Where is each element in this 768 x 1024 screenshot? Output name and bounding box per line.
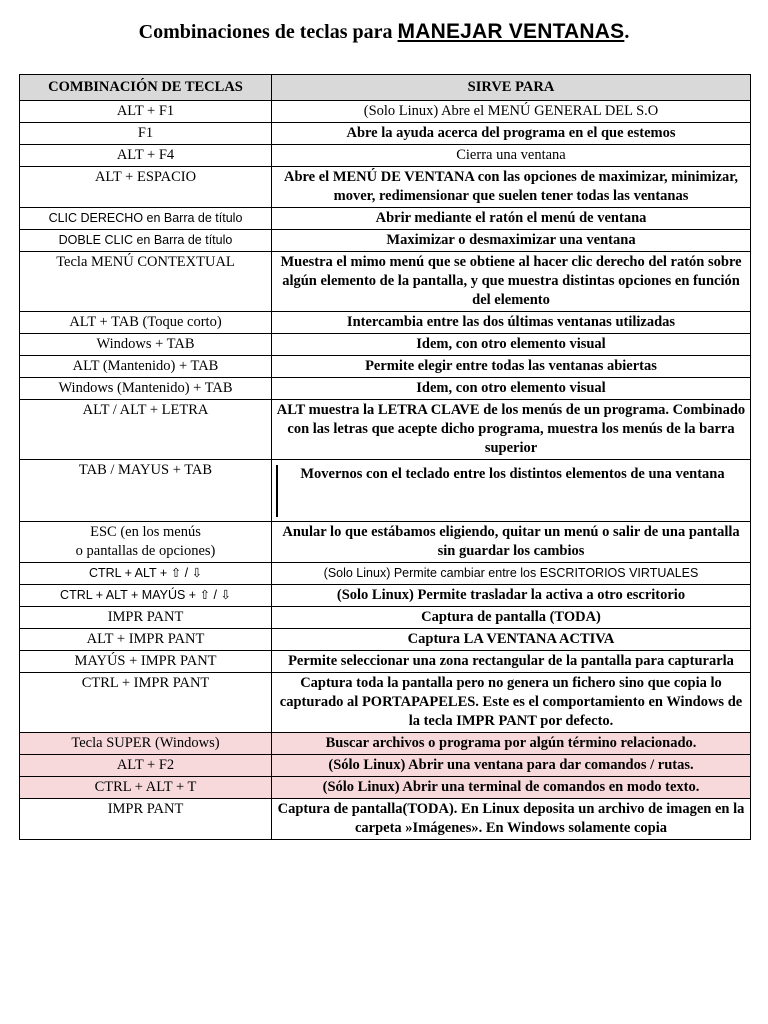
- row-desc: Abre el MENÚ DE VENTANA con las opciones de maximizar, minimizar, mover, redimensionar que suelen tener todas las ventanas: [272, 167, 751, 208]
- row-keys: ALT / ALT + LETRA: [20, 400, 272, 460]
- table-header-row: [20, 75, 751, 101]
- table-row: [20, 378, 751, 400]
- table-row: [20, 208, 751, 230]
- row-desc: Maximizar o desmaximizar una ventana: [272, 230, 751, 252]
- table-row: [20, 651, 751, 673]
- row-keys: ALT (Mantenido) + TAB: [20, 356, 272, 378]
- table-row-highlight: [20, 733, 751, 755]
- table-row: [20, 400, 751, 460]
- table-row: [20, 585, 751, 607]
- table-row-highlight: [20, 755, 751, 777]
- table-row: [20, 522, 751, 563]
- row-keys: ALT + F4: [20, 145, 272, 167]
- table-row: [20, 123, 751, 145]
- row-desc: Captura de pantalla(TODA). En Linux deposita un archivo de imagen en la carpeta »Imágenes». En Windows solamente copia: [272, 799, 751, 840]
- row-keys: CTRL + IMPR PANT: [20, 673, 272, 733]
- table-row-highlight: [20, 777, 751, 799]
- table-row: [20, 334, 751, 356]
- row-desc: Idem, con otro elemento visual: [272, 334, 751, 356]
- row-keys: CTRL + ALT + ⇧ / ⇩: [20, 563, 272, 585]
- cursor-bar: [276, 465, 278, 517]
- shortcuts-table: [19, 74, 751, 840]
- title-suffix: .: [624, 21, 630, 43]
- row-keys: CTRL + ALT + MAYÚS + ⇧ / ⇩: [20, 585, 272, 607]
- row-keys-line1: ESC (en los menús: [90, 524, 201, 540]
- table-row: [20, 629, 751, 651]
- row-keys: Windows + TAB: [20, 334, 272, 356]
- table-row: [20, 101, 751, 123]
- row-desc: Permite seleccionar una zona rectangular de la pantalla para capturarla: [272, 651, 751, 673]
- table-row: [20, 673, 751, 733]
- title-emphasis: MANEJAR VENTANAS: [397, 20, 625, 43]
- row-keys: ALT + ESPACIO: [20, 167, 272, 208]
- row-desc: Abrir mediante el ratón el menú de ventana: [272, 208, 751, 230]
- row-keys: CTRL + ALT + T: [20, 777, 272, 799]
- row-keys: Tecla SUPER (Windows): [20, 733, 272, 755]
- page-title: [0, 20, 768, 44]
- row-keys: IMPR PANT: [20, 607, 272, 629]
- row-keys: ALT + F1: [20, 101, 272, 123]
- row-keys: MAYÚS + IMPR PANT: [20, 651, 272, 673]
- table-row: [20, 356, 751, 378]
- header-desc: SIRVE PARA: [272, 75, 751, 101]
- row-desc: [272, 460, 751, 522]
- row-desc: (Solo Linux) Permite trasladar la activa a otro escritorio: [272, 585, 751, 607]
- row-keys: DOBLE CLIC en Barra de título: [20, 230, 272, 252]
- table-row: [20, 312, 751, 334]
- table-row: [20, 460, 751, 522]
- table-row: [20, 167, 751, 208]
- row-desc: ALT muestra la LETRA CLAVE de los menús de un programa. Combinado con las letras que acepte dicho programa, muestra los menús de la barra superior: [272, 400, 751, 460]
- row-keys: [20, 522, 272, 563]
- row-keys: Tecla MENÚ CONTEXTUAL: [20, 252, 272, 312]
- row-desc: Abre la ayuda acerca del programa en el que estemos: [272, 123, 751, 145]
- row-desc: Captura LA VENTANA ACTIVA: [272, 629, 751, 651]
- row-keys: CLIC DERECHO en Barra de título: [20, 208, 272, 230]
- row-keys: TAB / MAYUS + TAB: [20, 460, 272, 522]
- table-row: [20, 563, 751, 585]
- row-desc: Muestra el mimo menú que se obtiene al hacer clic derecho del ratón sobre algún elemento de la pantalla, y que muestra distintas opciones en función del elemento: [272, 252, 751, 312]
- table-row: [20, 252, 751, 312]
- row-desc: Anular lo que estábamos eligiendo, quitar un menú o salir de una pantalla sin guardar los cambios: [272, 522, 751, 563]
- row-keys: ALT + IMPR PANT: [20, 629, 272, 651]
- row-desc: (Solo Linux) Permite cambiar entre los ESCRITORIOS VIRTUALES: [272, 563, 751, 585]
- row-desc: (Sólo Linux) Abrir una terminal de comandos en modo texto.: [272, 777, 751, 799]
- row-desc: Intercambia entre las dos últimas ventanas utilizadas: [272, 312, 751, 334]
- row-desc: Cierra una ventana: [272, 145, 751, 167]
- row-desc: Permite elegir entre todas las ventanas abiertas: [272, 356, 751, 378]
- row-keys: ALT + TAB (Toque corto): [20, 312, 272, 334]
- row-desc: Captura de pantalla (TODA): [272, 607, 751, 629]
- row-keys: IMPR PANT: [20, 799, 272, 840]
- row-desc: Buscar archivos o programa por algún término relacionado.: [272, 733, 751, 755]
- title-prefix: Combinaciones de teclas para: [138, 21, 393, 43]
- row-keys: Windows (Mantenido) + TAB: [20, 378, 272, 400]
- table-row: [20, 799, 751, 840]
- table-row: [20, 607, 751, 629]
- row-keys-line2: o pantallas de opciones): [75, 543, 216, 559]
- row-desc: Captura toda la pantalla pero no genera un fichero sino que copia lo capturado al PORTAPAPELES. Este es el comportamiento en Windows de la tecla IMPR PANT por defecto.: [272, 673, 751, 733]
- row-desc: (Solo Linux) Abre el MENÚ GENERAL DEL S.O: [272, 101, 751, 123]
- row-keys: F1: [20, 123, 272, 145]
- header-keys: COMBINACIÓN DE TECLAS: [20, 75, 272, 101]
- row-desc-text: Movernos con el teclado entre los distintos elementos de una ventana: [300, 465, 725, 482]
- table-row: [20, 230, 751, 252]
- table-row: [20, 145, 751, 167]
- row-keys: ALT + F2: [20, 755, 272, 777]
- row-desc: Idem, con otro elemento visual: [272, 378, 751, 400]
- row-desc: (Sólo Linux) Abrir una ventana para dar comandos / rutas.: [272, 755, 751, 777]
